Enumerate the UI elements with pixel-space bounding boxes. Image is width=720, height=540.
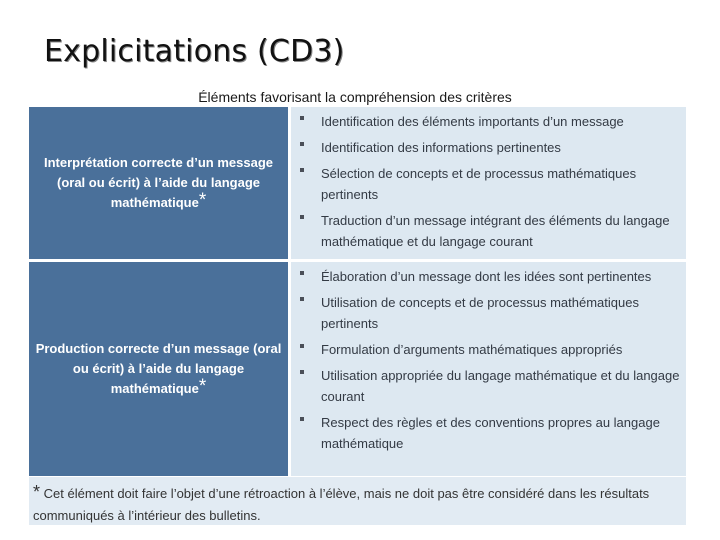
footnote-asterisk: *: [33, 482, 41, 502]
criterion-text: Interprétation correcte d’un message (oral ou écrit) à l’aide du langage mathématique: [43, 155, 273, 210]
slide-title: Explicitations (CD3): [44, 34, 345, 69]
criterion-cell: [29, 262, 291, 476]
list-item: Élaboration d’un message dont les idées sont pertinentes: [299, 266, 680, 287]
asterisk-marker: *: [198, 190, 207, 211]
list-item: Utilisation appropriée du langage mathématique et du langage courant: [299, 365, 680, 407]
asterisk-marker: *: [198, 376, 207, 397]
footnote-text: Cet élément doit faire l’objet d’une rétroaction à l’élève, mais ne doit pas être considéré dans les résultats communiqués à l’intérieur des bulletins.: [33, 486, 650, 523]
list-item: Respect des règles et des conventions propres au langage mathématique: [299, 412, 680, 454]
list-item: Traduction d’un message intégrant des éléments du langage mathématique et du langage courant: [299, 210, 680, 252]
criterion-cell: [29, 107, 291, 259]
elements-list: [291, 107, 686, 259]
criteria-row: [29, 262, 686, 479]
table-heading: Éléments favorisant la compréhension des critères: [198, 89, 512, 105]
elements-list: [291, 262, 686, 476]
list-item: Identification des éléments importants d’un message: [299, 111, 680, 132]
criteria-table: [29, 107, 686, 479]
footnote: [29, 477, 686, 525]
list-item: Sélection de concepts et de processus mathématiques pertinents: [299, 163, 680, 205]
criteria-row: [29, 107, 686, 262]
criterion-text: Production correcte d’un message (oral ou écrit) à l’aide du langage mathématique: [35, 341, 282, 396]
list-item: Utilisation de concepts et de processus mathématiques pertinents: [299, 292, 680, 334]
list-item: Identification des informations pertinentes: [299, 137, 680, 158]
list-item: Formulation d’arguments mathématiques appropriés: [299, 339, 680, 360]
